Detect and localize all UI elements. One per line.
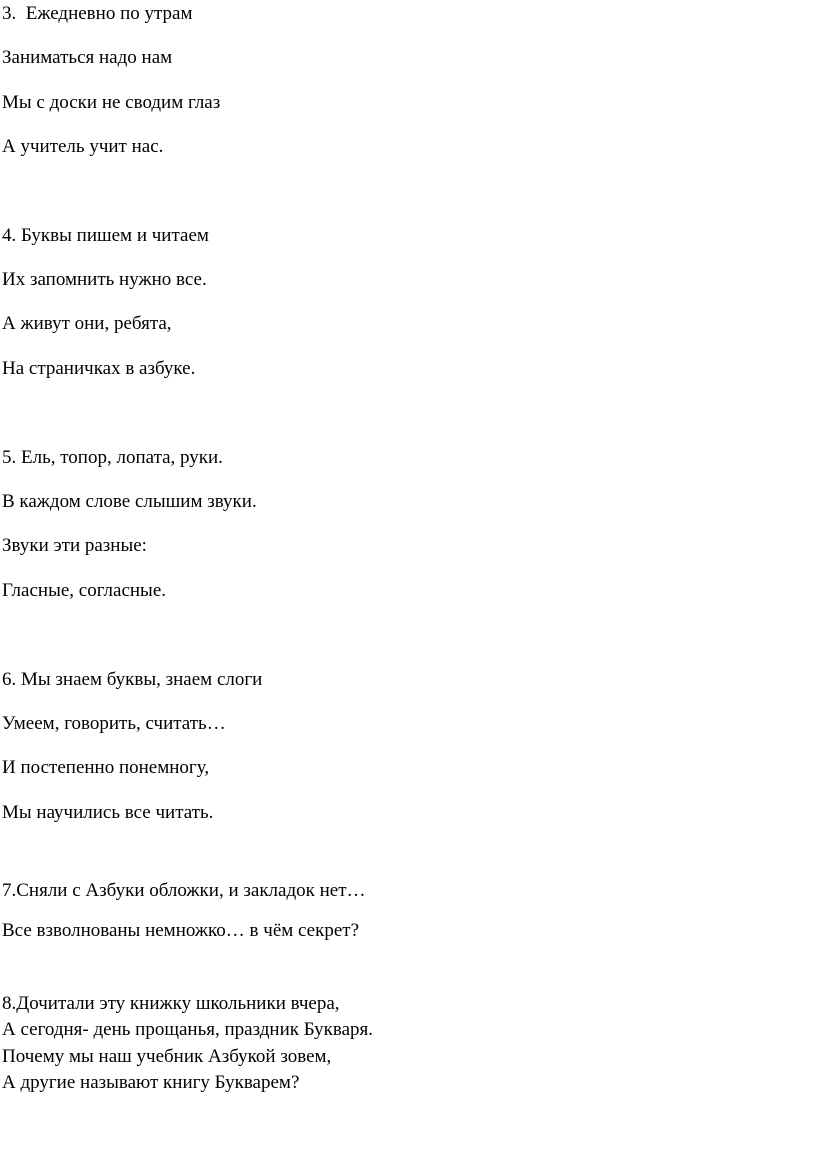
verse-4-line-4: На страничках в азбуке. (2, 358, 196, 379)
verse-8-line-1: 8.Дочитали эту книжку школьники вчера, (2, 993, 340, 1014)
verse-8-line-3: Почему мы наш учебник Азбукой зовем, (2, 1046, 332, 1067)
verse-8-line-4: А другие называют книгу Букварем? (2, 1072, 300, 1093)
verse-3-line-1: 3. Ежедневно по утрам (2, 3, 193, 24)
verse-6-line-2: Умеем, говорить, считать… (2, 713, 226, 734)
verse-3-line-3: Мы с доски не сводим глаз (2, 92, 221, 113)
verse-7-line-2: Все взволнованы немножко… в чём секрет? (2, 920, 360, 941)
verse-3-line-4: А учитель учит нас. (2, 136, 164, 157)
verse-6-line-4: Мы научились все читать. (2, 802, 214, 823)
verse-4-line-2: Их запомнить нужно все. (2, 269, 207, 290)
verse-5-line-4: Гласные, согласные. (2, 580, 166, 601)
verse-6-line-3: И постепенно понемногу, (2, 757, 210, 778)
verse-4-line-3: А живут они, ребята, (2, 313, 172, 334)
verse-8-line-2: А сегодня- день прощанья, праздник Букваря. (2, 1019, 374, 1040)
verse-3-line-2: Заниматься надо нам (2, 47, 173, 68)
verse-5-line-2: В каждом слове слышим звуки. (2, 491, 257, 512)
verse-6-line-1: 6. Мы знаем буквы, знаем слоги (2, 669, 263, 690)
verse-5-line-1: 5. Ель, топор, лопата, руки. (2, 447, 223, 468)
verse-4-line-1: 4. Буквы пишем и читаем (2, 225, 209, 246)
verse-7-line-1: 7.Сняли с Азбуки обложки, и закладок нет… (2, 880, 366, 901)
verse-5-line-3: Звуки эти разные: (2, 535, 147, 556)
